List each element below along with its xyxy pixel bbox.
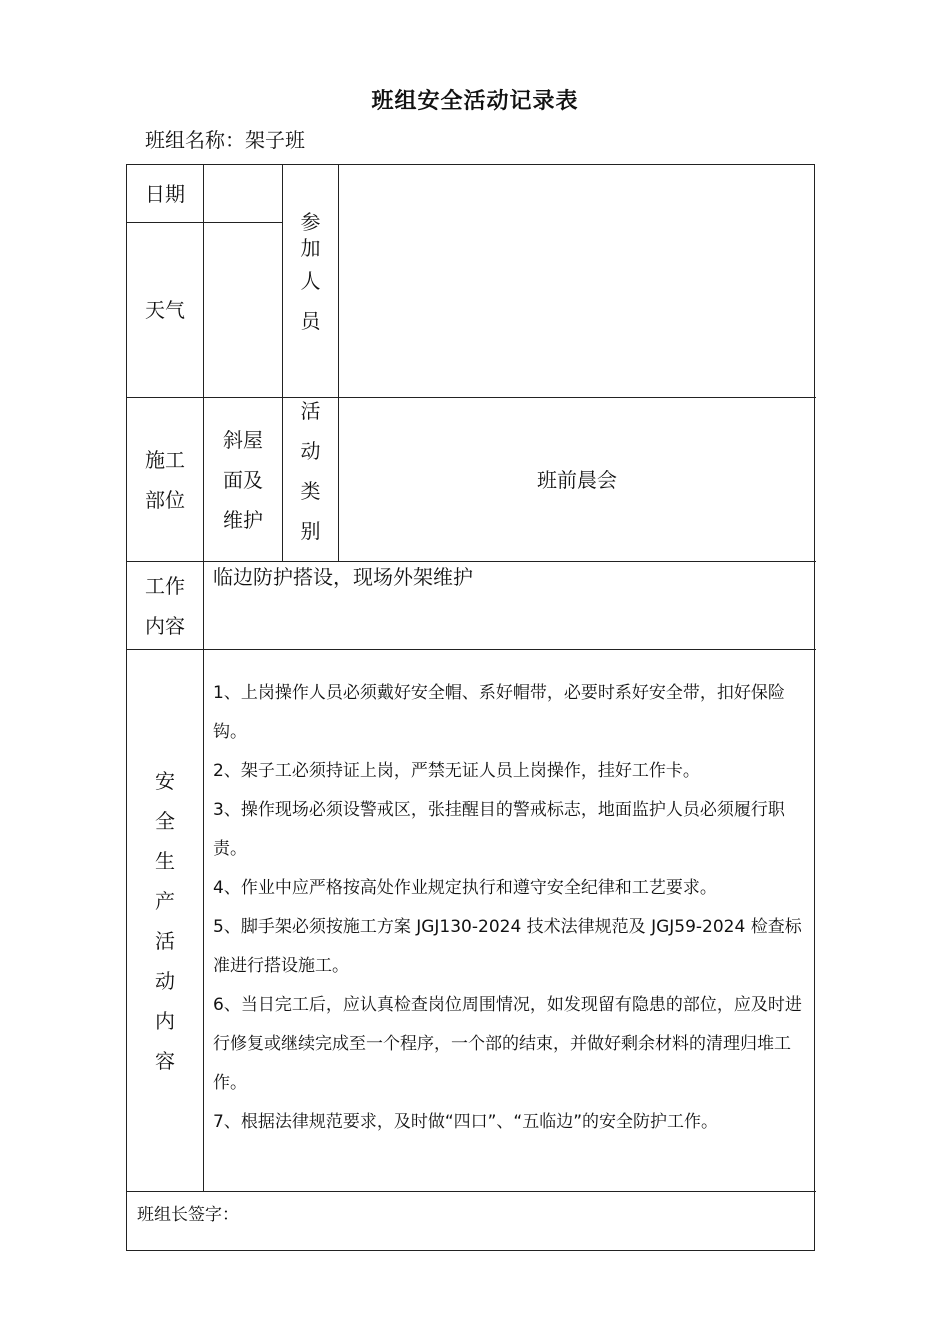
date-label: 日期 <box>145 181 185 206</box>
page-title: 班组安全活动记录表 <box>371 89 579 114</box>
work-content-value: 临边防护搭设，现场外架维护 <box>213 565 473 589</box>
safety-item: 3、操作现场必须设警戒区，张挂醒目的警戒标志，地面监护人员必须履行职责。 <box>213 800 785 859</box>
safety-item: 5、脚手架必须按施工方案 JGJ130-2024 技术法律规范及 JGJ59-2024 检查标准进行搭设施工。 <box>213 917 802 976</box>
activity-type-label: 活 动 类 别 <box>300 399 321 543</box>
activity-type-value: 班前晨会 <box>537 467 617 492</box>
grid-line <box>127 649 816 650</box>
activity-record-table <box>126 164 815 1251</box>
participants-label: 参 加 人 员 <box>300 210 321 333</box>
team-name-label: 班组名称： <box>145 128 245 152</box>
safety-content-list <box>213 674 809 1142</box>
safety-item: 1、上岗操作人员必须戴好安全帽、系好帽带，必要时系好安全带，扣好保险钩。 <box>213 683 785 742</box>
team-name-line <box>145 124 305 153</box>
weather-label: 天气 <box>145 298 185 322</box>
weather-value[interactable] <box>204 223 282 397</box>
date-value[interactable] <box>204 165 282 222</box>
work-content-label: 工作 内容 <box>145 573 185 638</box>
safety-item: 2、架子工必须持证上岗，严禁无证人员上岗操作，挂好工作卡。 <box>213 761 700 781</box>
participants-value[interactable] <box>339 165 815 397</box>
team-name-value: 架子班 <box>245 128 305 152</box>
grid-line <box>127 1191 816 1192</box>
signature-label: 班组长签字： <box>137 1205 239 1225</box>
safety-item: 7、根据法律规范要求，及时做“四口”、“五临边”的安全防护工作。 <box>213 1112 719 1132</box>
location-value: 斜屋 面及 维护 <box>223 427 263 532</box>
safety-item: 4、作业中应严格按高处作业规定执行和遵守安全纪律和工艺要求。 <box>213 878 717 898</box>
safety-content-label: 安 全 生 产 活 动 内 容 <box>155 768 175 1073</box>
location-label: 施工 部位 <box>145 447 185 512</box>
safety-item: 6、当日完工后，应认真检查岗位周围情况，如发现留有隐患的部位，应及时进行修复或继续完成至一个程序，一个部的结束，并做好剩余材料的清理归堆工作。 <box>213 995 802 1093</box>
